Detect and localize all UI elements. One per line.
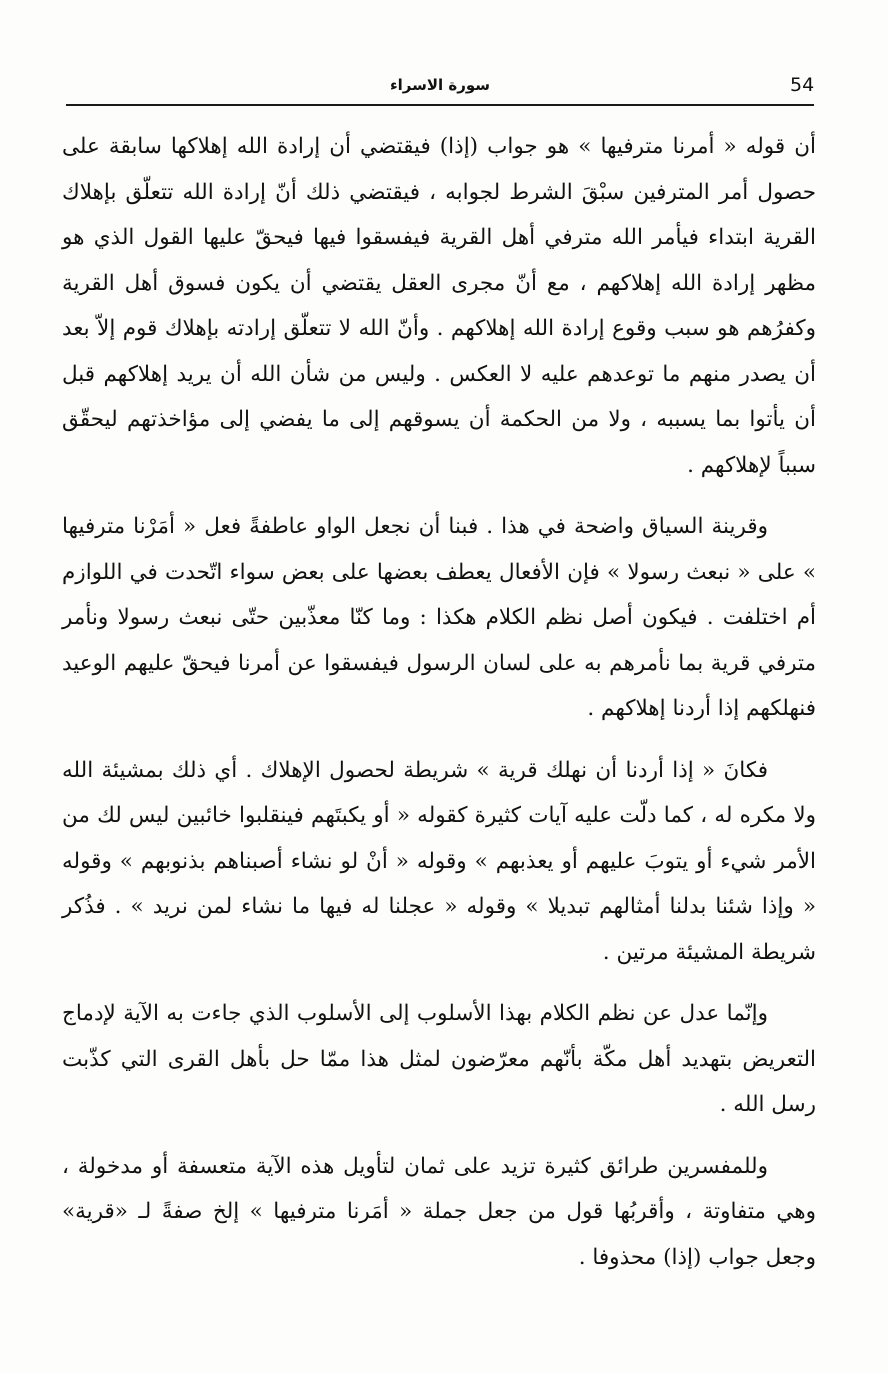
page-header [66,70,814,106]
paragraph-5: وللمفسرين طرائق كثيرة تزيد على ثمان لتأويل هذه الآية متعسفة أو مدخولة ، وهي متفاوتة ، وأقربُها قول من جعل جملة « أمَرنا مترفيها » إلخ صفةً لـ «قرية» وجعل جواب (إذا) محذوفا . [62,1153,816,1270]
page-body [62,124,816,1296]
paragraph-4: وإنّما عدل عن نظم الكلام بهذا الأسلوب إلى الأسلوب الذي جاءت به الآية لإدماج التعريض بتهديد أهل مكّة بأنّهم معرّضون لمثل هذا ممّا حل بأهل القرى التي كذّبت رسل الله . [62,1001,816,1117]
paragraph-1: أن قوله « أمرنا مترفيها » هو جواب (إذا) فيقتضي أن إرادة الله إهلاكها سابقة على حصول أمر المترفين سبْقَ الشرط لجوابه ، فيقتضي ذلك أنّ إرادة الله تتعلّق بإهلاك القرية ابتداء فيأمر الله مترفي أهل القرية فيفسقوا فيها فيحقّ عليها القول الذي هو مظهر إرادة الله إهلاكهم ، مع أنّ مجرى العقل يقتضي أن يكون فسوق أهل القرية وكفرُهم هو سبب وقوع إرادة الله إهلاكهم . وأنّ الله لا تتعلّق إرادته بإهلاك قوم إلاّ بعد أن يصدر منهم ما توعدهم عليه لا العكس . وليس من شأن الله أن يريد إهلاكهم قبل أن يأتوا بما يسببه ، ولا من الحكمة أن يسوقهم إلى ما يفضي إلى مؤاخذتهم ليحقّق سبباً لإهلاكهم . [62,134,816,478]
running-title: سورة الاسراء [389,76,491,94]
paragraph-3: فكانَ « إذا أردنا أن نهلك قرية » شريطة لحصول الإهلاك . أي ذلك بمشيئة الله ولا مكره له ، كما دلّت عليه آيات كثيرة كقوله « أو يكبتَهم فينقلبوا خائبين ليس لك من الأمر شيء أو يتوبَ عليهم أو يعذبهم » وقوله « أنْ لو نشاء أصبناهم بذنوبهم » وقوله « وإذا شئنا بدلنا أمثالهم تبديلا » وقوله « عجلنا له فيها ما نشاء لمن نريد » . فذُكر شريطة المشيئة مرتين . [62,757,816,965]
header-rule [66,104,814,106]
page-number: 54 [790,74,815,96]
paragraph-2: وقرينة السياق واضحة في هذا . فبنا أن نجعل الواو عاطفةً فعل « أمَرْنا مترفيها » على « نبعث رسولا » فإن الأفعال يعطف بعضها على بعض سواء اتّحدت في اللوازم أم اختلفت . فيكون أصل نظم الكلام هكذا : وما كنّا معذّبين حتّى نبعث رسولا ونأمر مترفي قرية بما نأمرهم به على لسان الرسول فيفسقوا عن أمرنا فيحقّ عليهم الوعيد فنهلكهم إذا أردنا إهلاكهم . [62,514,816,721]
